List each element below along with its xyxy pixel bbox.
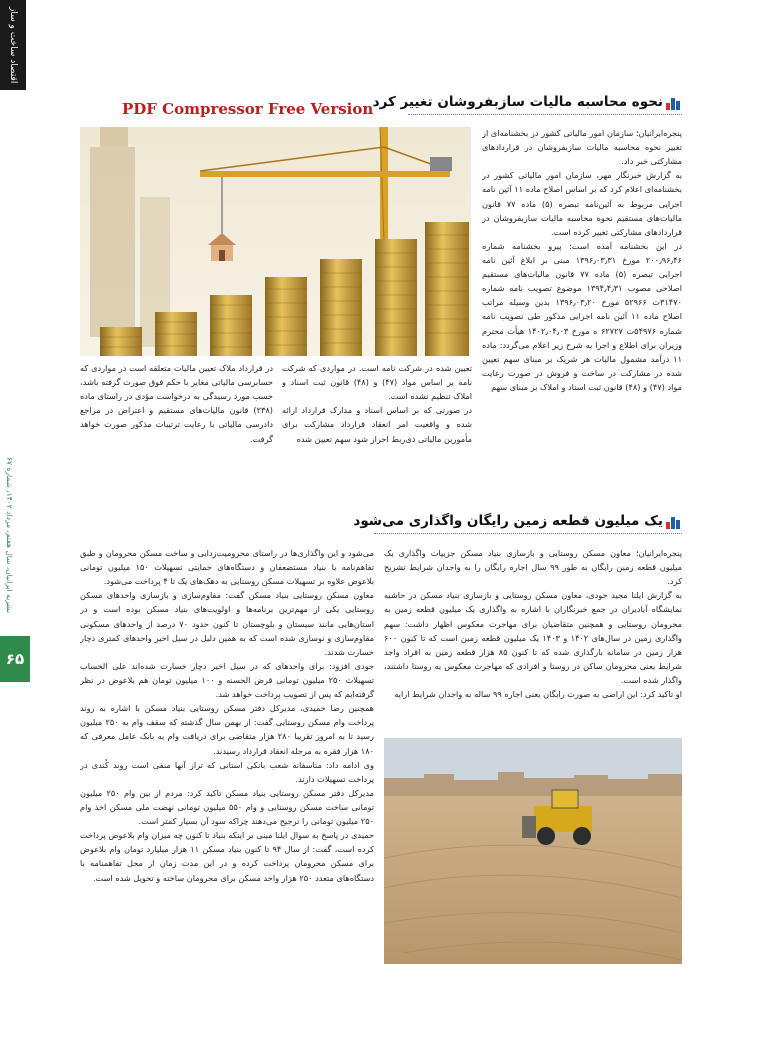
article-1-title: نحوه محاسبه مالیات سازبفروشان تغییر کرد <box>372 94 663 110</box>
page-number: ۶۵ <box>0 636 30 682</box>
article-2-left-column <box>80 546 374 972</box>
paragraph: او تاکید کرد: این اراضی به صورت رایگان یعنی اجاره ۹۹ ساله به واجدان شرایط ارایه <box>394 689 682 700</box>
article-1-middle-column <box>282 361 472 497</box>
bar-chart-icon <box>666 514 682 529</box>
bar-chart-icon <box>666 95 682 110</box>
paragraph: در صورتی که بر اساس اسناد و مدارک قرارداد ارائه شده و واقعیت امر انعقاد قرارداد مشارکت برای مأمورین مالیاتی ذی‌ربط احراز شود سهم تعیین شده <box>282 405 472 444</box>
paragraph: در قرارداد ملاک تعیین مالیات متعلقه است در مواردی که حسابرسی مالیاتی مغایر با حکم فوق صورت گرفته باشد، حسب مورد رسیدگی به درخواست مؤدی در راستای ماده (۲۳۸) قانون مالیات‌های مستقیم و اعتراض در مراجع دادرسی مالیاتی با رعایت ترتیبات مذکور صورت خواهد گرفت. <box>80 363 273 444</box>
article-2-title: یک میلیون قطعه زمین رایگان واگذاری می‌شود <box>353 513 663 529</box>
paragraph: جودی افزود: برای واحدهای که در سیل اخیر دچار خسارت شده‌اند علی الحساب تسهیلات ۲۵۰ میلیون تومانی قرض الحسنه و ۱۰۰ میلیون تومان هم بلاعوض در نظر گرفته‌ایم که پس از تصویب پرداخت خواهد شد. <box>80 660 374 700</box>
section-tab-label: اقتصاد ساخت و ساز <box>8 6 18 84</box>
paragraph: پنجره‌ایرانیان؛ سازمان امور مالیاتی کشور در بخشنامه‌ای از تغییر نحوه محاسبه مالیات سازبفروشان در قراردادهای مشارکتی خبر داد. <box>482 128 682 167</box>
paragraph: حمیدی در پاسخ به سوال ایلنا مبنی بر اینکه بنیاد تا کنون چه میزان وام بلاعوض پرداخت کرده است، گفت: از سال ۹۴ تا کنون بنیاد مسکن ۱۱ هزار میلیارد تومان وام بلاعوض برای مسکن محرومان پرداخت کرده و در این مدت زمان از محل تفاهمنامه با دستگاه‌های متعدد ۲۵۰ هزار واحد مسکن برای محرومان ساخته و تحویل شده است. <box>80 830 374 883</box>
paragraph: در این بخشنامه آمده است: پیرو بخشنامه شماره ۲۰۰٫۹۶٫۴۶ مورخ ۱۳۹۶٫۰۳٫۳۱ مبنی بر ابلاغ آئین نامه اجرایی تبصره (۵) ماده ۷۷ قانون مالیات‌های مستقیم اصلاحی مصوب ۱۳۹۴٫۴٫۳۱ موضوع تصویب نامه شماره ۳۱۴۷۰ت ۵۲۹۶۶ مورخ ۱۳۹۶٫۰۳٫۲۰ بدین وسیله مراتب اصلاح ماده ۱۱ آئین نامه اجرایی مذکور طی تصویب نامه شماره ۵۴۹۷۶ت ۶۲۷۲۷ ه مورخ ۱۴۰۲٫۰۴٫۰۳ هیأت محترم وزیران برای اطلاع و اجرا به شرح زیر اعلام می‌گردد: ماده ۱۱ درآمد مشمول مالیات هر شریک بر مبنای سهم تعیین شده در مشارکت در ساخت و فروش در صورت رعایت مواد (۴۷) و (۴۸) قانون ثبت اسناد و املاک بر مبنای سهم <box>482 240 682 392</box>
paragraph: همچنین رضا حمیدی، مدیرکل دفتر مسکن روستایی بنیاد مسکن با اشاره به روند پرداخت وام مسکن روستایی گفت: از بهمن سال گذشته که سقف وام به ۲۵۰ میلیون رسید تا به امروز تقریبا ۲۸۰ هزار متقاضی برای دریافت وام به بانک عامل معرفی که ۱۸۰ هزار فقره به مرحله انعقاد قرارداد رسیدند. <box>80 703 374 756</box>
paragraph: تعیین شده در شرکت نامه است. در مواردی که شرکت نامه بر اساس مواد (۴۷) و (۴۸) قانون ثبت اسناد و املاک تنظیم نشده است. <box>282 363 472 402</box>
paragraph: می‌شود و این واگذاری‌ها در راستای محرومیت‌زدایی و ساخت مسکن محرومان و طبق تفاهم‌نامه با بنیاد مستضعفان و دستگاه‌های حمایتی تسهیلات ۱۵۰ میلیون تومانی بلاعوض علاوه بر تسهیلات مسکن روستایی به دهک‌های یک تا ۴ پرداخت می‌شود. <box>80 548 374 587</box>
article-1-image <box>80 127 471 356</box>
article-2-image <box>384 738 682 964</box>
article-2-right-column <box>384 546 682 736</box>
paragraph: به گزارش ایلنا مجید جودی، معاون مسکن روستایی و بازسازی بنیاد مسکن در حاشیه نمایشگاه آبادیران در جمع خبرنگاران با اشاره به واگذاری یک میلیون قطعه زمین به محرومان روستایی و همچنین متقاضیان برای مهاجرت معکوس اظهار داشت: سهم واگذاری زمین در سال‌های ۱۴۰۲ و ۱۴۰۳ یک میلیون قطعه زمین است که تا کنون ۶۰۰ هزار زمین در سامانه بارگذاری شده که تا کنون ۸۵ هزار قطعه زمین به افراد واجد شرایط یعنی محرومان ساکن در روستا و افرادی که مهاجرت معکوس به روستا داشتند، واگذار شده است. <box>384 590 682 685</box>
paragraph: به گزارش خبرنگار مهر، سازمان امور مالیاتی کشور در بخشنامه‌ای اعلام کرد که بر اساس اصلاح ماده ۱۱ آئین نامه اجرایی مربوط به آئین‌نامه تبصره (۵) ماده ۷۷ قانون مالیات‌های مستقیم نحوه محاسبه مالیات سازبفروشان در قراردادهای مشارکتی تغییر کرده است. <box>482 170 682 237</box>
article-1-left-column <box>80 361 273 497</box>
paragraph: مدیرکل دفتر مسکن روستایی بنیاد مسکن تاکید کرد: مردم از بین وام ۲۵۰ میلیون تومانی ساخت مسکن روستایی و وام ۵۵۰ میلیون تومانی نهضت ملی مسکن اخذ وام ۲۵۰ میلیون تومانی را ترجیح می‌دهند چراکه سود آن بسیار کمتر است. <box>80 787 374 827</box>
paragraph: معاون مسکن روستایی بنیاد مسکن گفت: مقاوم‌سازی و بازسازی واحدهای مسکن روستایی یکی از مهم‌ترین برنامه‌ها و اولویت‌های بنیاد مسکن بوده است و در استان‌هایی مانند سیستان و بلوچستان تا کنون حدود ۷۰ درصد از واحدهای مسکونی مقاوم‌سازی و نوسازی شده است که به همین دلیل در سیل اخیر واحدهای کمتری دچار خسارت شدند. <box>80 590 374 657</box>
paragraph: پنجره‌ایرانیان؛ معاون مسکن روستایی و بازسازی بنیاد مسکن جزییات واگذاری یک میلیون قطعه زمین رایگان به طور ۹۹ سال اجاره رایگان را به واجدان شرایط تشریح کرد. <box>384 548 682 587</box>
title-underline <box>408 114 682 115</box>
issue-info: نشریه ایرانیان، سال هفتم، مرداد ۱۴۰۲، شماره ۶۷ <box>5 456 14 614</box>
article-1-right-column <box>482 126 682 504</box>
title-underline <box>374 533 682 534</box>
watermark: PDF Compressor Free Version <box>122 100 374 118</box>
paragraph: وی ادامه داد: متاسفانه شعب بانکی استانی که تراز آنها منفی است روند کُندی در پرداخت تسهیلات دارند. <box>80 759 374 784</box>
